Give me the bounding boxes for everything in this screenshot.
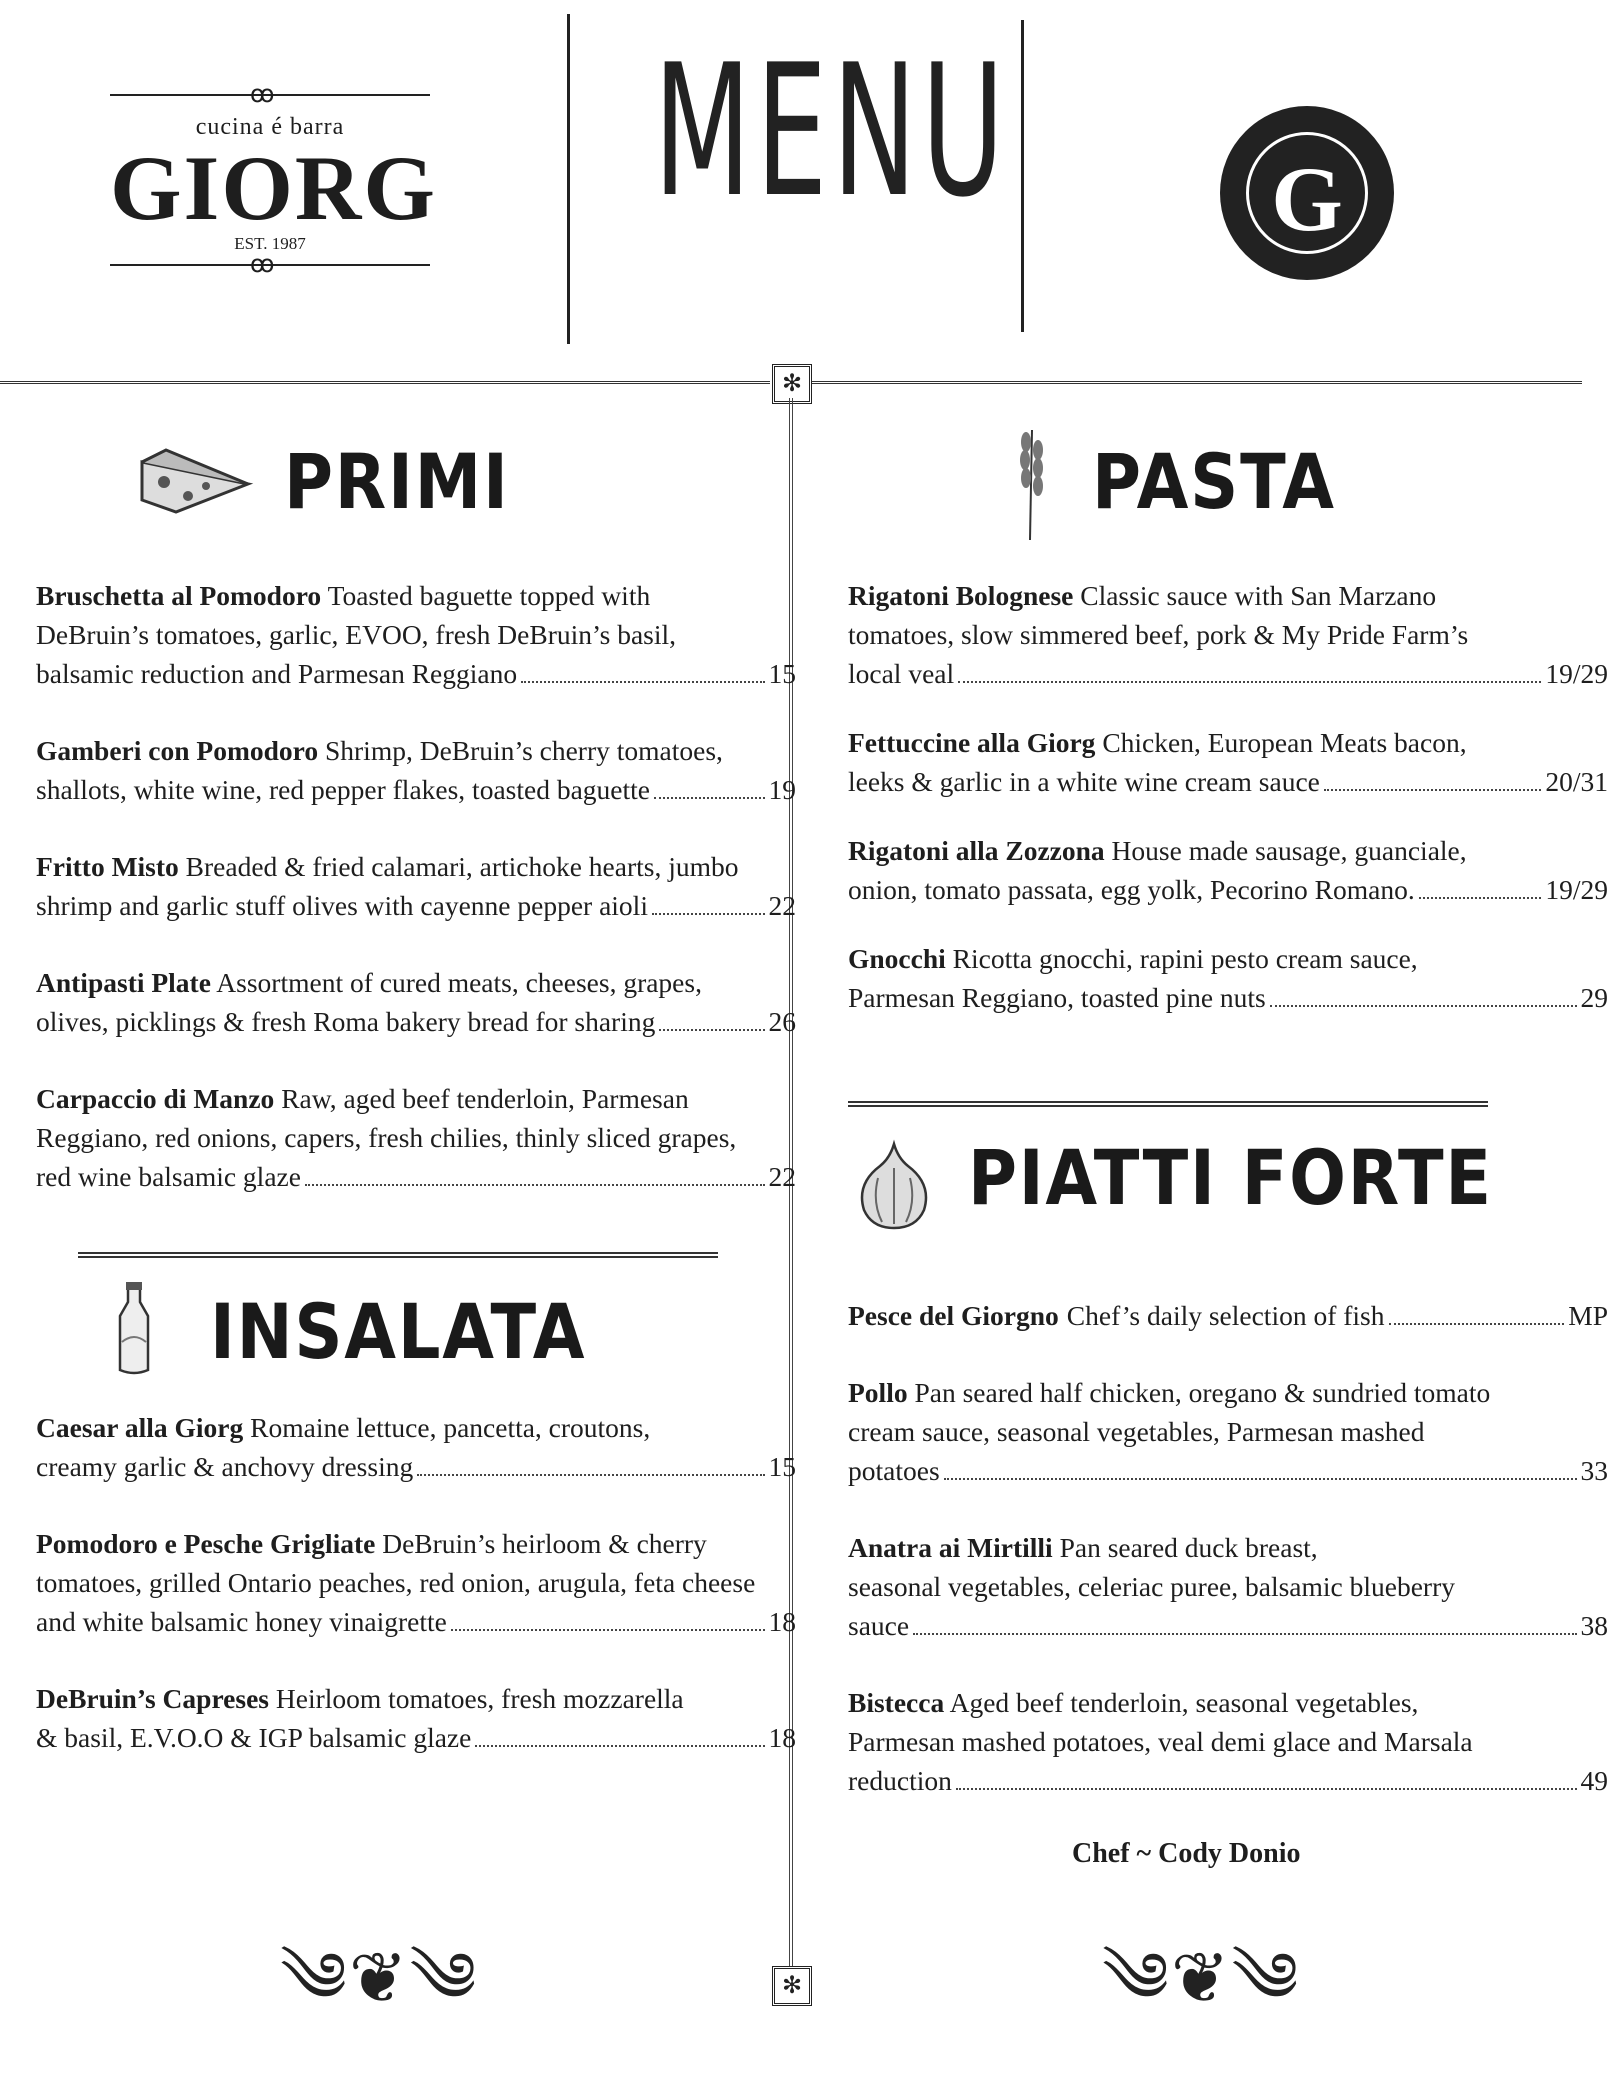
menu-item [848, 1683, 1608, 1800]
item-description: cream sauce, seasonal vegetables, Parmesan mashed [848, 1412, 1608, 1451]
item-price: 38 [1581, 1606, 1608, 1645]
item-description: Chicken, European Meats bacon, [1102, 727, 1466, 758]
leader-dots [1270, 1005, 1577, 1007]
leader-dots [417, 1474, 764, 1476]
leader-dots [659, 1029, 764, 1031]
item-description: & basil, E.V.O.O & IGP balsamic glaze [36, 1718, 471, 1757]
leader-dots [521, 681, 764, 683]
item-description: seasonal vegetables, celeriac puree, balsamic blueberry [848, 1567, 1608, 1606]
item-name: Carpaccio di Manzo [36, 1083, 274, 1114]
item-price: 15 [769, 654, 797, 693]
item-name: Fritto Misto [36, 851, 179, 882]
logo-name: GIORG [110, 142, 430, 234]
item-description: Heirloom tomatoes, fresh mozzarella [276, 1683, 684, 1714]
cheese-icon [136, 440, 254, 516]
item-price: MP [1568, 1296, 1608, 1335]
item-description: leeks & garlic in a white wine cream sauce [848, 762, 1320, 801]
item-name: Pesce del Giorgno [848, 1296, 1059, 1335]
logo-subtitle: cucina é barra [110, 114, 430, 141]
menu-item [848, 1528, 1608, 1645]
item-name: Rigatoni Bolognese [848, 580, 1073, 611]
item-price: 26 [769, 1002, 797, 1041]
menu-item [848, 1296, 1608, 1335]
menu-item [36, 576, 796, 693]
logo-est: EST. 1987 [110, 234, 430, 254]
item-description: balsamic reduction and Parmesan Reggiano [36, 654, 517, 693]
menu-item [36, 1524, 796, 1641]
tile-ornament-icon [772, 1966, 812, 2006]
leader-dots [1324, 789, 1541, 791]
item-price: 49 [1581, 1761, 1608, 1800]
section-title-piatti-forte: PIATTI FORTE [968, 1140, 1493, 1216]
item-description: shallots, white wine, red pepper flakes, toasted baguette [36, 770, 650, 809]
item-price: 29 [1581, 978, 1608, 1017]
logo-flourish-icon: ꝏ [250, 250, 274, 279]
item-description: and white balsamic honey vinaigrette [36, 1602, 447, 1641]
divider-right [812, 381, 1582, 384]
item-description: Shrimp, DeBruin’s cherry tomatoes, [325, 735, 723, 766]
section-title-pasta: PASTA [1092, 444, 1336, 520]
wheat-icon [1010, 420, 1050, 542]
item-description: tomatoes, slow simmered beef, pork & My Pride Farm’s [848, 615, 1608, 654]
menu-item [36, 731, 796, 809]
garlic-icon [848, 1138, 940, 1230]
leader-dots [305, 1184, 765, 1186]
insalata-rule [78, 1252, 718, 1258]
seal-logo-icon [1220, 106, 1394, 280]
item-description: Ricotta gnocchi, rapini pesto cream sauce, [953, 943, 1418, 974]
item-name: Pollo [848, 1377, 908, 1408]
leader-dots [654, 797, 765, 799]
section-title-primi: PRIMI [284, 444, 510, 520]
menu-item [36, 1079, 796, 1196]
leader-dots [944, 1478, 1577, 1480]
leader-dots [1389, 1323, 1565, 1325]
oil-bottle-icon [110, 1282, 158, 1378]
item-name: Antipasti Plate [36, 967, 211, 998]
leader-dots [1419, 897, 1542, 899]
item-name: Bruschetta al Pomodoro [36, 580, 321, 611]
item-price: 22 [769, 1157, 797, 1196]
item-name: Gamberi con Pomodoro [36, 735, 318, 766]
item-description: potatoes [848, 1451, 940, 1490]
item-description: olives, picklings & fresh Roma bakery bread for sharing [36, 1002, 655, 1041]
logo-flourish-icon: ꝏ [250, 80, 274, 109]
menu-item [36, 1408, 796, 1486]
item-description: House made sausage, guanciale, [1112, 835, 1467, 866]
item-description: Pan seared duck breast, [1060, 1532, 1318, 1563]
item-description: DeBruin’s tomatoes, garlic, EVOO, fresh DeBruin’s basil, [36, 615, 796, 654]
leader-dots [956, 1788, 1577, 1790]
item-price: 19 [769, 770, 797, 809]
item-name: Rigatoni alla Zozzona [848, 835, 1105, 866]
item-description: reduction [848, 1761, 952, 1800]
menu-item [36, 1679, 796, 1757]
item-description: DeBruin’s heirloom & cherry [382, 1528, 707, 1559]
item-price: 22 [769, 886, 797, 925]
menu-title: MENU [654, 40, 927, 222]
item-price: 20/31 [1545, 762, 1608, 801]
item-price: 19/29 [1545, 870, 1608, 909]
item-price: 18 [769, 1602, 797, 1641]
menu-item [36, 847, 796, 925]
leader-dots [913, 1633, 1576, 1635]
item-name: Anatra ai Mirtilli [848, 1532, 1053, 1563]
leader-dots [451, 1629, 765, 1631]
item-name: DeBruin’s Capreses [36, 1683, 269, 1714]
item-description: red wine balsamic glaze [36, 1157, 301, 1196]
item-description: Parmesan mashed potatoes, veal demi glace and Marsala [848, 1722, 1608, 1761]
header-divider-left [567, 14, 570, 344]
leader-dots [958, 681, 1541, 683]
item-description: Classic sauce with San Marzano [1080, 580, 1436, 611]
item-description: shrimp and garlic stuff olives with cayenne pepper aioli [36, 886, 648, 925]
item-description: Parmesan Reggiano, toasted pine nuts [848, 978, 1266, 1017]
chef-credit: Chef ~ Cody Donio [1072, 1838, 1300, 1870]
menu-item [848, 576, 1608, 693]
item-name: Bistecca [848, 1687, 944, 1718]
item-description: onion, tomato passata, egg yolk, Pecorino Romano. [848, 870, 1415, 909]
scroll-ornament-icon: ༄❦༄ [1102, 1900, 1300, 2097]
scroll-ornament-icon: ༄❦༄ [280, 1900, 478, 2097]
item-name: Pomodoro e Pesche Grigliate [36, 1528, 375, 1559]
header-divider-right [1021, 20, 1024, 332]
section-title-insalata: INSALATA [210, 1294, 586, 1370]
item-description: Chef’s daily selection of fish [1067, 1296, 1385, 1335]
item-description: tomatoes, grilled Ontario peaches, red onion, arugula, feta cheese [36, 1563, 796, 1602]
menu-item [848, 831, 1608, 909]
item-price: 18 [769, 1718, 797, 1757]
item-description: local veal [848, 654, 954, 693]
item-name: Gnocchi [848, 943, 946, 974]
seal-letter: G [1249, 153, 1365, 245]
divider-left [0, 381, 770, 384]
item-description: Breaded & fried calamari, artichoke hearts, jumbo [186, 851, 739, 882]
item-price: 19/29 [1545, 654, 1608, 693]
item-description: Reggiano, red onions, capers, fresh chilies, thinly sliced grapes, [36, 1118, 796, 1157]
item-price: 15 [769, 1447, 797, 1486]
menu-item [36, 963, 796, 1041]
item-description: creamy garlic & anchovy dressing [36, 1447, 413, 1486]
logo [110, 80, 430, 290]
item-description: Romaine lettuce, pancetta, croutons, [250, 1412, 650, 1443]
leader-dots [475, 1745, 764, 1747]
item-name: Caesar alla Giorg [36, 1412, 243, 1443]
menu-item [848, 939, 1608, 1017]
item-price: 33 [1581, 1451, 1608, 1490]
item-name: Fettuccine alla Giorg [848, 727, 1095, 758]
menu-item [848, 1373, 1608, 1490]
item-description: Raw, aged beef tenderloin, Parmesan [281, 1083, 689, 1114]
menu-item [848, 723, 1608, 801]
item-description: Assortment of cured meats, cheeses, grapes, [216, 967, 702, 998]
item-description: Toasted baguette topped with [328, 580, 651, 611]
piatti-rule [848, 1101, 1488, 1107]
item-description: sauce [848, 1606, 909, 1645]
item-description: Aged beef tenderloin, seasonal vegetables, [950, 1687, 1419, 1718]
item-description: Pan seared half chicken, oregano & sundried tomato [914, 1377, 1490, 1408]
leader-dots [652, 913, 765, 915]
